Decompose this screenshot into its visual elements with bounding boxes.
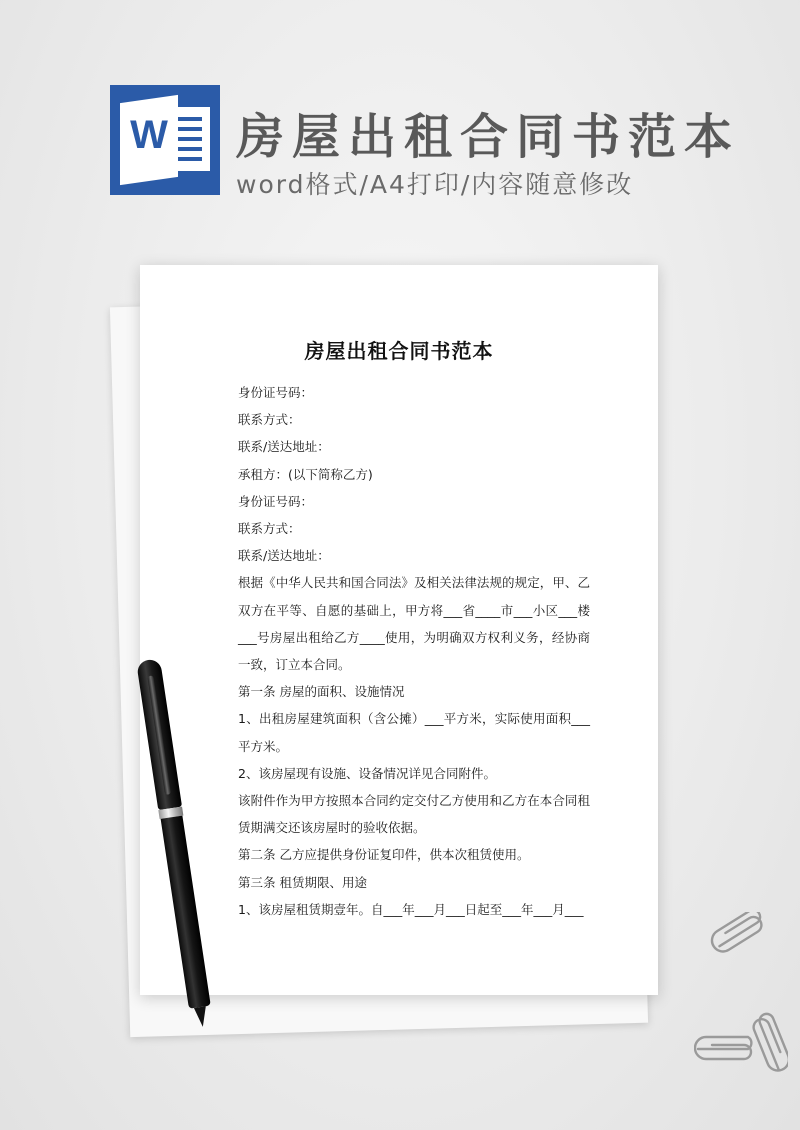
doc-paragraph: 2、该房屋现有设施、设备情况详见合同附件。 bbox=[238, 765, 496, 781]
doc-paragraph: 联系/送达地址： bbox=[238, 439, 330, 455]
word-logo-letter: W bbox=[130, 113, 168, 157]
doc-paragraph: 第三条 租赁期限、用途 bbox=[238, 874, 367, 890]
paper-clip-icon bbox=[706, 912, 772, 956]
doc-paragraph: 第一条 房屋的面积、设施情况 bbox=[238, 684, 405, 700]
page-title: 房屋出租合同书范本 bbox=[236, 109, 741, 165]
document-title: 房屋出租合同书范本 bbox=[304, 339, 494, 363]
doc-paragraph: 该附件作为甲方按照本合同约定交付乙方使用和乙方在本合同租赁期满交还该房屋时的验收依据。 bbox=[238, 793, 590, 836]
doc-paragraph: 1、出租房屋建筑面积（含公摊）___平方米，实际使用面积___平方米。 bbox=[238, 711, 590, 754]
doc-paragraph: 承租方：(以下简称乙方) bbox=[238, 466, 373, 482]
doc-paragraph: 联系方式： bbox=[238, 521, 301, 537]
page-subtitle: word格式/A4打印/内容随意修改 bbox=[236, 170, 634, 199]
word-logo-icon bbox=[110, 85, 220, 195]
document-page bbox=[140, 265, 658, 995]
paper-clip-icon bbox=[748, 1008, 788, 1078]
doc-paragraph: 身份证号码： bbox=[238, 493, 314, 509]
doc-paragraph: 身份证号码： bbox=[238, 385, 314, 400]
doc-paragraph: 联系方式： bbox=[238, 412, 301, 428]
document-body bbox=[238, 379, 590, 923]
doc-paragraph: 1、该房屋租赁期壹年。自___年___月___日起至___年___月___ bbox=[238, 901, 584, 917]
doc-paragraph: 第二条 乙方应提供身份证复印件，供本次租赁使用。 bbox=[238, 847, 530, 863]
doc-paragraph: 根据《中华人民共和国合同法》及相关法律法规的规定，甲、乙双方在平等、自愿的基础上，甲方将___省____市___小区___楼___号房屋出租给乙方____使用，为明确双方权利义务，经协商一致，订立本合同。 bbox=[238, 575, 590, 673]
doc-paragraph: 联系/送达地址： bbox=[238, 548, 330, 564]
